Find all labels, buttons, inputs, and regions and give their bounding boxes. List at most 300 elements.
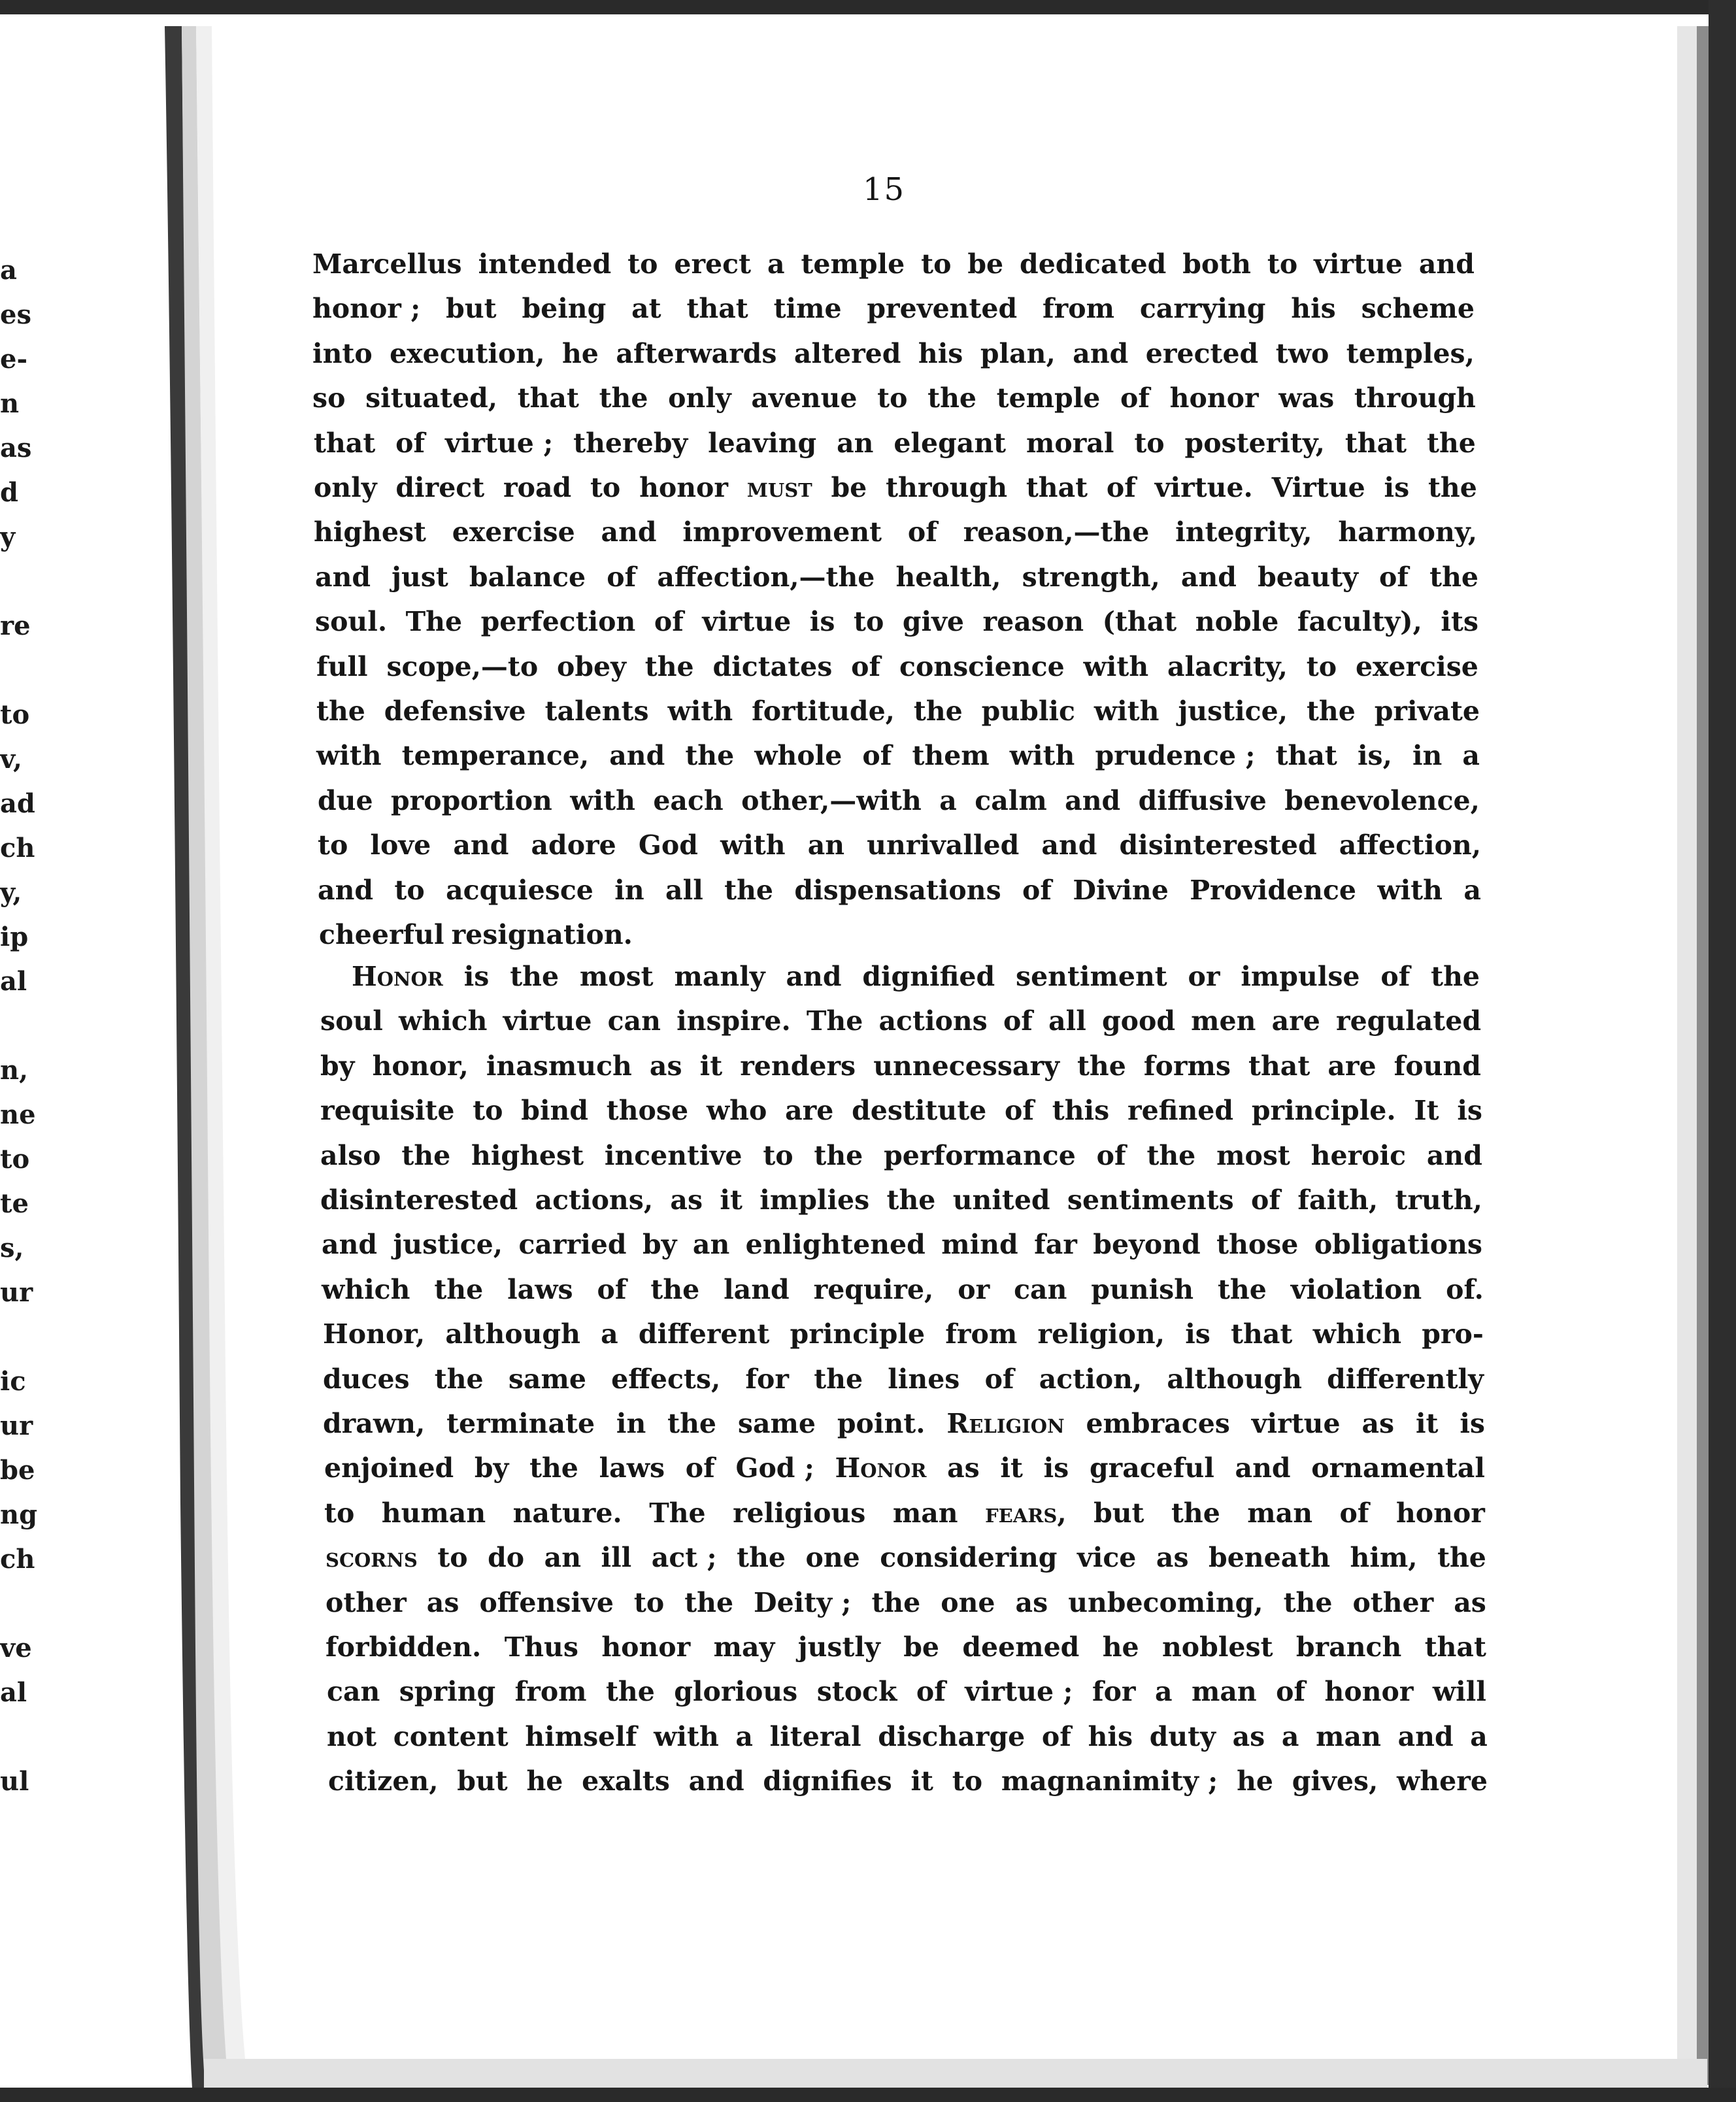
word: although (445, 1318, 580, 1350)
word: justice, (1178, 695, 1288, 727)
word: require, (813, 1273, 934, 1305)
word: performance (884, 1139, 1076, 1171)
word: most (579, 961, 654, 992)
word: the (510, 961, 559, 992)
word: virtue ; (445, 427, 554, 459)
word: the (685, 740, 735, 772)
word: Honor, (323, 1318, 426, 1350)
word: to (473, 1095, 503, 1127)
word: not (327, 1720, 377, 1752)
word: to (1267, 248, 1298, 280)
word: as (947, 1452, 980, 1484)
word: spring (399, 1676, 496, 1708)
word: it (910, 1765, 933, 1797)
word: love (370, 829, 431, 861)
facing-page-fragment: ip (0, 922, 29, 952)
word: and (1180, 561, 1237, 593)
word: an (837, 427, 874, 459)
paragraph-2-line (326, 1542, 1486, 1582)
word: only (668, 382, 731, 414)
word: the (667, 1408, 717, 1439)
word: acquiesce (446, 874, 593, 906)
word: do (488, 1542, 525, 1574)
word: the (814, 1363, 863, 1395)
word: through (1354, 382, 1476, 414)
facing-page-fragment: d (0, 477, 18, 508)
word: himself (525, 1720, 637, 1752)
word: principle. (1251, 1095, 1396, 1127)
word: literal (769, 1720, 861, 1752)
word: both (1182, 248, 1251, 280)
word: only (314, 472, 377, 503)
word: which (322, 1273, 410, 1305)
word: to (763, 1139, 793, 1171)
word: that (686, 293, 748, 325)
word: found (1394, 1050, 1481, 1082)
paragraph-2-line (320, 1005, 1481, 1046)
word: punish (1091, 1273, 1194, 1305)
word: the (644, 650, 694, 682)
word: that (1231, 1318, 1293, 1350)
right-scan-border (1709, 0, 1736, 2102)
word: but (1093, 1497, 1144, 1529)
word: virtue. (1154, 472, 1253, 503)
facing-page-fragment: ve (0, 1633, 32, 1663)
paragraph-2-line (320, 1184, 1482, 1225)
facing-page-fragment: ne (0, 1099, 36, 1130)
word: effects, (611, 1363, 721, 1395)
word: or (958, 1273, 990, 1305)
word: private (1374, 695, 1480, 727)
word: honor ; (312, 293, 421, 325)
facing-page-fragment: al (0, 1677, 27, 1708)
paragraph-1-line (315, 606, 1478, 646)
facing-page-fragment: ul (0, 1766, 29, 1797)
paragraph-1-line (312, 382, 1476, 423)
word: through (886, 472, 1008, 503)
word: glorious (674, 1676, 798, 1708)
word: was (1278, 382, 1335, 414)
word: one (805, 1542, 860, 1574)
word: forms (1143, 1050, 1231, 1082)
word: with (720, 829, 786, 861)
paragraph-1-line (318, 875, 1481, 915)
facing-page-fragment: ic (0, 1366, 26, 1397)
word: the (650, 1273, 700, 1305)
word: virtue (1314, 248, 1403, 280)
word: to (1306, 650, 1337, 682)
word: Honor (352, 961, 443, 992)
word: honor, (372, 1050, 469, 1082)
word: laws (507, 1273, 573, 1305)
word: but (457, 1765, 508, 1797)
word: duty (1149, 1720, 1216, 1752)
word: other (326, 1586, 407, 1618)
word: incentive (604, 1139, 743, 1171)
word: sentiments (1067, 1184, 1234, 1216)
word: health, (895, 561, 1001, 593)
word: all (665, 874, 703, 906)
word: with (667, 695, 733, 727)
word: and (601, 516, 657, 548)
facing-page-fragment: re (0, 610, 31, 641)
word: land (724, 1273, 790, 1305)
word: talents (544, 695, 649, 727)
word: requisite (320, 1095, 455, 1127)
paragraph-1-line (316, 695, 1480, 736)
word: of (1120, 382, 1150, 414)
word: that (1275, 740, 1337, 772)
word: the (529, 1452, 578, 1484)
word: two (1275, 337, 1329, 369)
word: cheerful (319, 919, 444, 950)
word: for (745, 1363, 790, 1395)
word: dignified (862, 961, 995, 992)
page-number: 15 (863, 171, 906, 208)
word: scheme (1361, 293, 1475, 325)
word: dispensations (794, 874, 1001, 906)
word: other,—with (741, 784, 922, 816)
word: and (1397, 1720, 1454, 1752)
word: the (1306, 695, 1356, 727)
word: beneath (1209, 1542, 1331, 1574)
word: magnanimity ; (1001, 1765, 1218, 1797)
word: the (724, 874, 773, 906)
word: Marcellus (312, 248, 462, 280)
word: is (1185, 1318, 1210, 1350)
word: as (1454, 1586, 1486, 1618)
word: he (1102, 1631, 1139, 1663)
word: beyond (1093, 1229, 1201, 1261)
word: and (688, 1765, 744, 1797)
word: renders (740, 1050, 856, 1082)
word: that (1424, 1631, 1486, 1663)
word: reason,—the (963, 516, 1150, 548)
word: as (1232, 1720, 1265, 1752)
word: of (1003, 1005, 1033, 1037)
word: human (381, 1497, 486, 1529)
word: of (1041, 1720, 1071, 1752)
word: as (1361, 1408, 1395, 1439)
word: The (649, 1497, 706, 1529)
word: honor (1324, 1676, 1414, 1708)
word: honor (601, 1631, 691, 1663)
word: erected (1145, 337, 1259, 369)
word: give (902, 606, 964, 638)
word: as (1015, 1586, 1048, 1618)
paragraph-2-line (324, 1452, 1485, 1493)
word: actions (878, 1005, 988, 1037)
word: adore (531, 829, 616, 861)
facing-page-fragment: s, (0, 1233, 24, 1263)
facing-page-fragment: to (0, 1144, 30, 1175)
paragraph-1-line (316, 740, 1480, 780)
word: and (1073, 337, 1129, 369)
word: leaving (708, 427, 817, 459)
word: a (939, 784, 957, 816)
word: of (1339, 1497, 1369, 1529)
paragraph-2-line (326, 1587, 1486, 1627)
word: carried (518, 1229, 627, 1261)
word: this (1052, 1095, 1110, 1127)
paragraph-2-line (352, 961, 1480, 1001)
word: afterwards (616, 337, 777, 369)
word: are (1271, 1005, 1320, 1037)
word: of (916, 1676, 946, 1708)
facing-page-fragment: be (0, 1455, 35, 1486)
paragraph-2-line (320, 1140, 1482, 1180)
word: that (314, 427, 376, 459)
word: exalts (582, 1765, 670, 1797)
word: by (474, 1452, 509, 1484)
word: but (446, 293, 497, 325)
paragraph-1-line (316, 651, 1478, 692)
facing-page-fragment: ch (0, 1544, 35, 1575)
word: that (517, 382, 579, 414)
word: Virtue (1271, 472, 1365, 503)
word: Providence (1190, 874, 1356, 906)
word: the (1437, 1542, 1486, 1574)
word: the (1146, 1139, 1196, 1171)
word: God ; (735, 1452, 814, 1484)
word: a (735, 1720, 753, 1752)
word: a (601, 1318, 618, 1350)
word: may (713, 1631, 775, 1663)
word: of (984, 1363, 1014, 1395)
word: with (1083, 650, 1149, 682)
word: integrity, (1175, 516, 1312, 548)
word: inspire. (676, 1005, 791, 1037)
word: direct (395, 472, 485, 503)
word: the (1077, 1050, 1126, 1082)
word: terminate (446, 1408, 595, 1439)
facing-page-fragment: te (0, 1188, 29, 1219)
word: from (514, 1676, 587, 1708)
word: good (1101, 1005, 1175, 1037)
word: honor (1395, 1497, 1485, 1529)
word: each (653, 784, 724, 816)
word: and (1426, 1139, 1482, 1171)
word: deemed (962, 1631, 1080, 1663)
word: temple (996, 382, 1101, 414)
word: truth, (1395, 1184, 1482, 1216)
word: soul. (315, 606, 388, 638)
word: virtue (1251, 1408, 1341, 1439)
word: of (1022, 874, 1052, 906)
word: just (392, 561, 448, 593)
word: the (1431, 961, 1480, 992)
word: as (426, 1586, 459, 1618)
word: to (590, 472, 621, 503)
word: and (1065, 784, 1121, 816)
word: the (814, 1139, 863, 1171)
word: elegant (893, 427, 1007, 459)
word: drawn, (323, 1408, 426, 1439)
word: man (1316, 1720, 1381, 1752)
word: he (561, 337, 599, 369)
word: alacrity, (1167, 650, 1288, 682)
word: (that (1102, 606, 1177, 638)
word: of (1251, 1184, 1281, 1216)
word: the (737, 1542, 786, 1574)
word: point. (837, 1408, 926, 1439)
word: offensive (479, 1586, 614, 1618)
word: different (638, 1318, 770, 1350)
word: is (1460, 1408, 1485, 1439)
word: nature. (512, 1497, 622, 1529)
word: man (1191, 1676, 1257, 1708)
word: are (1327, 1050, 1377, 1082)
word: from (945, 1318, 1018, 1350)
word: diffusive (1138, 784, 1267, 816)
word: unnecessary (873, 1050, 1060, 1082)
word: of (685, 1452, 715, 1484)
word: forbidden. (326, 1631, 482, 1663)
word: It (1414, 1095, 1439, 1127)
facing-page-fragment: ur (0, 1410, 33, 1441)
word: plan, (980, 337, 1056, 369)
word: with (654, 1720, 719, 1752)
word: far (1034, 1229, 1077, 1261)
word: regulated (1336, 1005, 1481, 1037)
word: from (1043, 293, 1114, 325)
word: discharge (878, 1720, 1026, 1752)
word: will (1432, 1676, 1486, 1708)
word: man (1247, 1497, 1313, 1529)
word: enjoined (324, 1452, 454, 1484)
word: the (1429, 561, 1478, 593)
paragraph-1-line (314, 516, 1477, 557)
word: honor (639, 472, 728, 503)
word: it (1000, 1452, 1023, 1484)
word: Honor (835, 1452, 927, 1484)
word: his (1291, 293, 1336, 325)
word: to (854, 606, 884, 638)
word: sentiment (1016, 961, 1167, 992)
word: Religion (946, 1408, 1065, 1439)
word: by (320, 1050, 355, 1082)
paragraph-2-line (323, 1363, 1484, 1404)
paragraph-2-line (320, 1095, 1482, 1135)
word: with (316, 740, 382, 772)
word: into (312, 337, 373, 369)
word: to (437, 1542, 468, 1574)
word: of (1005, 1095, 1035, 1127)
word: of (1380, 961, 1410, 992)
word: branch (1295, 1631, 1402, 1663)
word: faculty), (1297, 606, 1422, 638)
facing-page-fragment: as (0, 433, 32, 463)
word: the (1427, 472, 1477, 503)
word: intended (478, 248, 612, 280)
word: that (1026, 472, 1088, 503)
word: fears, (985, 1497, 1067, 1529)
word: differently (1327, 1363, 1484, 1395)
word: men (1191, 1005, 1256, 1037)
word: of (395, 427, 426, 459)
word: violation (1290, 1273, 1422, 1305)
word: ornamental (1311, 1452, 1485, 1484)
word: those (1216, 1229, 1299, 1261)
word: must (746, 472, 812, 503)
facing-page-fragment: y (0, 522, 16, 552)
word: graceful (1089, 1452, 1214, 1484)
paragraph-1-line (318, 829, 1481, 870)
word: justly (797, 1631, 880, 1663)
word: pro- (1422, 1318, 1484, 1350)
word: The (405, 606, 463, 638)
word: highest (314, 516, 426, 548)
paragraph-1-line (314, 427, 1476, 468)
word: of (1276, 1676, 1306, 1708)
word: actions, (535, 1184, 654, 1216)
word: embraces (1086, 1408, 1230, 1439)
word: he (526, 1765, 563, 1797)
word: temple (801, 248, 905, 280)
word: bind (521, 1095, 589, 1127)
word: reason (982, 606, 1084, 638)
word: with (1377, 874, 1443, 906)
word: beauty (1258, 561, 1358, 593)
word: which (1312, 1318, 1402, 1350)
paragraph-2-line (323, 1318, 1484, 1359)
word: exercise (1355, 650, 1478, 682)
word: is (1043, 1452, 1069, 1484)
paragraph-1-line (312, 338, 1475, 378)
word: virtue ; (965, 1676, 1073, 1708)
paragraph-2-line (320, 1050, 1481, 1091)
word: the (927, 382, 976, 414)
word: at (631, 293, 661, 325)
word: other (1352, 1586, 1434, 1618)
word: and (1041, 829, 1097, 861)
word: in (1412, 740, 1443, 772)
word: erect (674, 248, 752, 280)
paragraph-1-line (314, 472, 1477, 512)
word: man (892, 1497, 958, 1529)
word: of (1379, 561, 1409, 593)
word: defensive (384, 695, 526, 727)
word: be (967, 248, 1004, 280)
word: the (871, 1586, 921, 1618)
word: religion, (1037, 1318, 1165, 1350)
word: to (394, 874, 425, 906)
word: destitute (852, 1095, 987, 1127)
word: his (918, 337, 963, 369)
word: one (941, 1586, 995, 1618)
word: justice, (393, 1229, 503, 1261)
word: be (831, 472, 867, 503)
word: to (921, 248, 952, 280)
word: thereby (573, 427, 688, 459)
word: of (654, 606, 684, 638)
word: posterity, (1184, 427, 1325, 459)
word: is (1384, 472, 1410, 503)
word: obligations (1314, 1229, 1482, 1261)
word: and (786, 961, 842, 992)
word: time (773, 293, 842, 325)
word: full (316, 650, 368, 682)
word: benevolence, (1284, 784, 1480, 816)
word: is, (1357, 740, 1392, 772)
word: The (806, 1005, 863, 1037)
word: where (1397, 1765, 1488, 1797)
word: be (903, 1631, 939, 1663)
word: soul (320, 1005, 383, 1037)
word: balance (469, 561, 586, 593)
word: to (1134, 427, 1165, 459)
word: citizen, (328, 1765, 439, 1797)
